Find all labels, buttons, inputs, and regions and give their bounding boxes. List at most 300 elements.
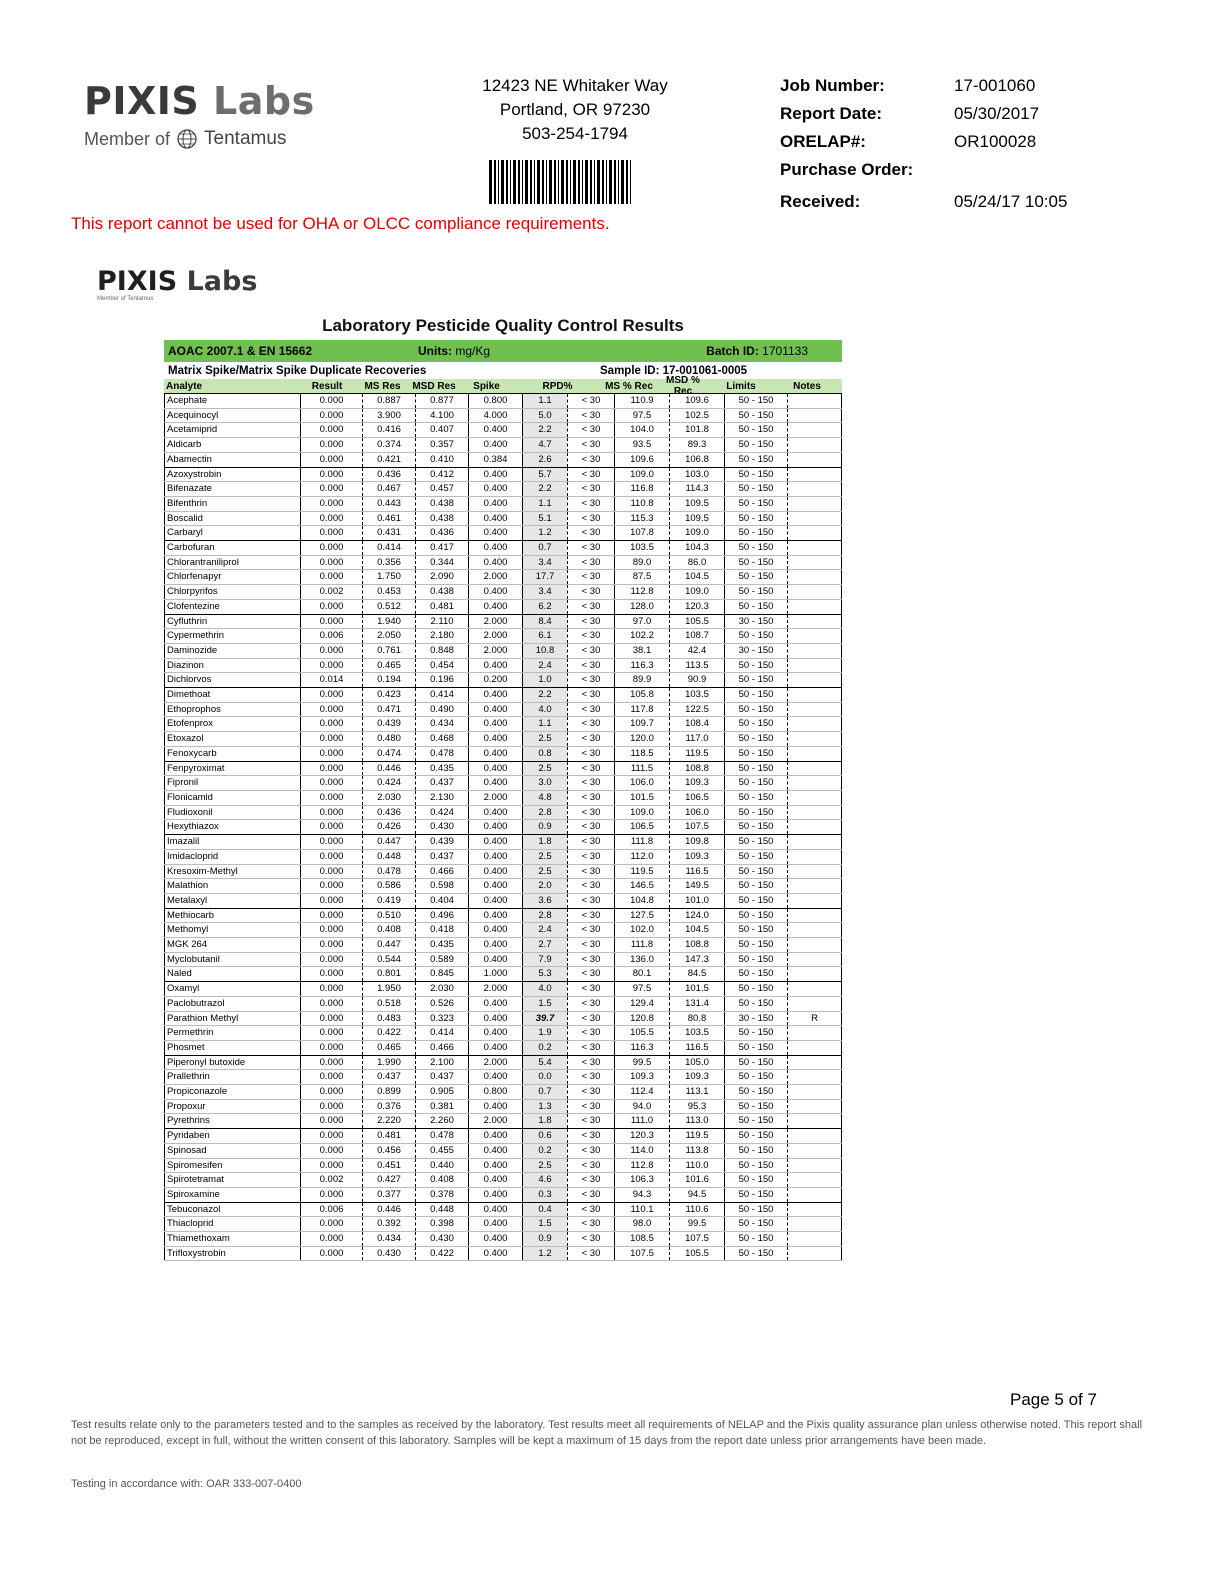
- cell-ms-rec: 110.1: [615, 1202, 670, 1217]
- report-date-label: Report Date:: [780, 104, 883, 123]
- cell-msd-rec: 104.5: [670, 570, 725, 585]
- logo-labs-text: Labs: [213, 79, 315, 123]
- cell-notes: [788, 776, 842, 791]
- cell-msd-rec: 124.0: [670, 908, 725, 923]
- logo2-pixis-text: PIXIS: [97, 266, 178, 297]
- cell-spike: 0.400: [469, 1202, 523, 1217]
- cell-msd-res: 0.414: [416, 688, 469, 703]
- table-row: [165, 1099, 842, 1114]
- qc-title: Laboratory Pesticide Quality Control Results: [322, 316, 684, 335]
- cell-analyte: Ethoprophos: [165, 702, 301, 717]
- table-row: [165, 408, 842, 423]
- table-row: [165, 1011, 842, 1026]
- cell-limits: 50 - 150: [725, 541, 788, 556]
- cell-msd-res: 0.414: [416, 1026, 469, 1041]
- cell-msd-rec: 110.6: [670, 1202, 725, 1217]
- cell-ms-res: 0.518: [363, 996, 416, 1011]
- cell-limits: 50 - 150: [725, 1232, 788, 1247]
- table-row: [165, 952, 842, 967]
- table-row: [165, 982, 842, 997]
- cell-limits: 50 - 150: [725, 585, 788, 600]
- cell-ms-res: 0.586: [363, 879, 416, 894]
- cell-limits: 50 - 150: [725, 864, 788, 879]
- cell-rpd: 1.1: [523, 717, 568, 732]
- table-row: [165, 1158, 842, 1173]
- cell-msd-res: 0.434: [416, 717, 469, 732]
- cell-spike: 0.800: [469, 394, 523, 409]
- cell-spike: 0.400: [469, 879, 523, 894]
- cell-msd-rec: 80.8: [670, 1011, 725, 1026]
- cell-rpd-limit: < 30: [568, 1246, 615, 1261]
- cell-limits: 50 - 150: [725, 849, 788, 864]
- cell-rpd: 2.7: [523, 938, 568, 953]
- cell-ms-rec: 120.3: [615, 1129, 670, 1144]
- cell-rpd-limit: < 30: [568, 629, 615, 644]
- table-row: [165, 1114, 842, 1129]
- lab-phone: 503-254-1794: [522, 124, 628, 143]
- cell-analyte: Thiamethoxam: [165, 1232, 301, 1247]
- cell-limits: 50 - 150: [725, 1129, 788, 1144]
- cell-spike: 0.384: [469, 452, 523, 467]
- cell-notes: [788, 1187, 842, 1202]
- cell-rpd-limit: < 30: [568, 1158, 615, 1173]
- table-row: [165, 599, 842, 614]
- cell-result: 0.000: [301, 1187, 363, 1202]
- cell-rpd-limit: < 30: [568, 879, 615, 894]
- cell-msd-res: 2.260: [416, 1114, 469, 1129]
- cell-ms-rec: 105.8: [615, 688, 670, 703]
- job-info-row: [780, 158, 1110, 186]
- cell-notes: [788, 1055, 842, 1070]
- cell-rpd-limit: < 30: [568, 482, 615, 497]
- cell-msd-res: 0.468: [416, 732, 469, 747]
- cell-ms-res: 0.439: [363, 717, 416, 732]
- table-row: [165, 923, 842, 938]
- cell-ms-res: 0.434: [363, 1232, 416, 1247]
- cell-rpd: 4.0: [523, 982, 568, 997]
- cell-msd-res: 0.455: [416, 1143, 469, 1158]
- cell-ms-res: 0.481: [363, 1129, 416, 1144]
- cell-limits: 50 - 150: [725, 1246, 788, 1261]
- cell-notes: [788, 1129, 842, 1144]
- table-row: [165, 1085, 842, 1100]
- cell-limits: 50 - 150: [725, 555, 788, 570]
- cell-msd-rec: 105.5: [670, 1246, 725, 1261]
- cell-ms-rec: 120.8: [615, 1011, 670, 1026]
- cell-msd-res: 0.430: [416, 820, 469, 835]
- table-row: [165, 805, 842, 820]
- cell-notes: [788, 585, 842, 600]
- job-info-row: [780, 102, 1110, 130]
- cell-ms-res: 0.194: [363, 673, 416, 688]
- cell-analyte: Metalaxyl: [165, 893, 301, 908]
- cell-ms-rec: 97.0: [615, 614, 670, 629]
- cell-notes: [788, 849, 842, 864]
- cell-rpd: 1.0: [523, 673, 568, 688]
- cell-msd-res: 0.344: [416, 555, 469, 570]
- cell-limits: 30 - 150: [725, 614, 788, 629]
- cell-ms-rec: 80.1: [615, 967, 670, 982]
- orelap-label: ORELAP#:: [780, 132, 866, 151]
- cell-ms-rec: 101.5: [615, 790, 670, 805]
- cell-ms-rec: 116.3: [615, 658, 670, 673]
- cell-ms-res: 0.801: [363, 967, 416, 982]
- cell-ms-res: 0.414: [363, 541, 416, 556]
- table-row: [165, 1246, 842, 1261]
- cell-ms-res: 0.451: [363, 1158, 416, 1173]
- cell-msd-rec: 106.5: [670, 790, 725, 805]
- cell-rpd: 1.2: [523, 1246, 568, 1261]
- cell-limits: 50 - 150: [725, 438, 788, 453]
- table-row: [165, 790, 842, 805]
- cell-msd-rec: 103.0: [670, 467, 725, 482]
- table-row: [165, 849, 842, 864]
- qc-table-body: [165, 394, 842, 1261]
- lab-address: [450, 74, 700, 146]
- cell-limits: 50 - 150: [725, 952, 788, 967]
- cell-msd-res: 0.466: [416, 1040, 469, 1055]
- cell-analyte: Chlorantraniliprol: [165, 555, 301, 570]
- cell-result: 0.002: [301, 1173, 363, 1188]
- cell-result: 0.000: [301, 790, 363, 805]
- cell-msd-rec: 114.3: [670, 482, 725, 497]
- cell-msd-res: 0.454: [416, 658, 469, 673]
- cell-notes: [788, 408, 842, 423]
- cell-rpd: 1.9: [523, 1026, 568, 1041]
- cell-ms-rec: 109.6: [615, 452, 670, 467]
- cell-limits: 50 - 150: [725, 423, 788, 438]
- cell-result: 0.000: [301, 879, 363, 894]
- sample-info: [600, 365, 838, 377]
- cell-rpd-limit: < 30: [568, 982, 615, 997]
- cell-ms-res: 0.446: [363, 1202, 416, 1217]
- cell-analyte: Pyrethrins: [165, 1114, 301, 1129]
- table-row: [165, 438, 842, 453]
- cell-ms-rec: 105.5: [615, 1026, 670, 1041]
- cell-ms-rec: 110.8: [615, 496, 670, 511]
- cell-msd-rec: 86.0: [670, 555, 725, 570]
- cell-rpd: 1.5: [523, 1217, 568, 1232]
- cell-result: 0.000: [301, 1070, 363, 1085]
- table-row: [165, 614, 842, 629]
- cell-rpd: 1.3: [523, 1099, 568, 1114]
- cell-rpd: 2.4: [523, 923, 568, 938]
- cell-analyte: Diazinon: [165, 658, 301, 673]
- cell-ms-rec: 107.5: [615, 1246, 670, 1261]
- cell-rpd-limit: < 30: [568, 570, 615, 585]
- cell-msd-rec: 119.5: [670, 746, 725, 761]
- cell-ms-res: 0.416: [363, 423, 416, 438]
- batch-value: 1701133: [762, 344, 808, 358]
- table-row: [165, 482, 842, 497]
- cell-result: 0.000: [301, 820, 363, 835]
- cell-rpd: 3.4: [523, 555, 568, 570]
- cell-notes: [788, 967, 842, 982]
- cell-rpd-limit: < 30: [568, 1232, 615, 1247]
- job-number-label: Job Number:: [780, 76, 885, 95]
- sample-label: Sample ID:: [600, 364, 660, 377]
- logo-member-line: [84, 128, 324, 150]
- cell-spike: 0.800: [469, 1085, 523, 1100]
- cell-ms-rec: 136.0: [615, 952, 670, 967]
- cell-rpd-limit: < 30: [568, 688, 615, 703]
- cell-notes: [788, 923, 842, 938]
- cell-notes: [788, 394, 842, 409]
- table-row: [165, 717, 842, 732]
- cell-analyte: Propoxur: [165, 1099, 301, 1114]
- cell-rpd: 6.1: [523, 629, 568, 644]
- cell-rpd: 0.6: [523, 1129, 568, 1144]
- cell-rpd: 2.4: [523, 658, 568, 673]
- table-row: [165, 1173, 842, 1188]
- cell-ms-res: 0.374: [363, 438, 416, 453]
- cell-ms-res: 2.030: [363, 790, 416, 805]
- cell-result: 0.000: [301, 482, 363, 497]
- cell-result: 0.014: [301, 673, 363, 688]
- table-row: [165, 864, 842, 879]
- cell-ms-res: 2.050: [363, 629, 416, 644]
- cell-msd-rec: 107.5: [670, 820, 725, 835]
- cell-analyte: Aldicarb: [165, 438, 301, 453]
- job-info-block: [780, 74, 1110, 218]
- cell-msd-rec: 104.5: [670, 923, 725, 938]
- cell-analyte: Methomyl: [165, 923, 301, 938]
- cell-result: 0.000: [301, 394, 363, 409]
- cell-ms-res: 0.465: [363, 658, 416, 673]
- cell-ms-rec: 102.2: [615, 629, 670, 644]
- page-number: Page 5 of 7: [1010, 1390, 1097, 1409]
- cell-analyte: Carbofuran: [165, 541, 301, 556]
- col-msd-res: MSD Res: [412, 380, 456, 392]
- cell-result: 0.000: [301, 1158, 363, 1173]
- cell-msd-rec: 99.5: [670, 1217, 725, 1232]
- cell-ms-res: 0.478: [363, 864, 416, 879]
- cell-analyte: Malathion: [165, 879, 301, 894]
- cell-ms-res: 2.220: [363, 1114, 416, 1129]
- cell-notes: [788, 938, 842, 953]
- table-row: [165, 658, 842, 673]
- cell-rpd: 0.9: [523, 820, 568, 835]
- cell-ms-res: 0.377: [363, 1187, 416, 1202]
- cell-analyte: Spirotetramat: [165, 1173, 301, 1188]
- cell-ms-rec: 38.1: [615, 643, 670, 658]
- cell-analyte: Spiroxamine: [165, 1187, 301, 1202]
- received-label: Received:: [780, 192, 861, 211]
- cell-result: 0.000: [301, 952, 363, 967]
- table-row: [165, 643, 842, 658]
- cell-msd-res: 2.130: [416, 790, 469, 805]
- cell-ms-rec: 129.4: [615, 996, 670, 1011]
- cell-rpd-limit: < 30: [568, 849, 615, 864]
- cell-msd-rec: 113.8: [670, 1143, 725, 1158]
- cell-analyte: Flonicamid: [165, 790, 301, 805]
- cell-rpd-limit: < 30: [568, 394, 615, 409]
- cell-result: 0.000: [301, 555, 363, 570]
- cell-rpd-limit: < 30: [568, 996, 615, 1011]
- cell-msd-rec: 105.5: [670, 614, 725, 629]
- cell-ms-res: 0.423: [363, 688, 416, 703]
- job-number-value: 17-001060: [954, 76, 1036, 95]
- table-row: [165, 496, 842, 511]
- table-row: [165, 585, 842, 600]
- cell-msd-rec: 103.5: [670, 688, 725, 703]
- cell-rpd-limit: < 30: [568, 1129, 615, 1144]
- cell-result: 0.000: [301, 746, 363, 761]
- cell-limits: 50 - 150: [725, 1187, 788, 1202]
- cell-ms-res: 0.474: [363, 746, 416, 761]
- cell-msd-rec: 117.0: [670, 732, 725, 747]
- table-row: [165, 1143, 842, 1158]
- cell-notes: [788, 820, 842, 835]
- cell-ms-res: 1.950: [363, 982, 416, 997]
- cell-rpd: 2.5: [523, 761, 568, 776]
- cell-analyte: Dichlorvos: [165, 673, 301, 688]
- cell-result: 0.000: [301, 1114, 363, 1129]
- cell-rpd-limit: < 30: [568, 1173, 615, 1188]
- cell-rpd-limit: < 30: [568, 1070, 615, 1085]
- purchase-order-value: [980, 158, 1110, 186]
- cell-spike: 2.000: [469, 614, 523, 629]
- cell-notes: [788, 982, 842, 997]
- cell-ms-rec: 87.5: [615, 570, 670, 585]
- cell-analyte: Daminozide: [165, 643, 301, 658]
- cell-ms-rec: 114.0: [615, 1143, 670, 1158]
- cell-rpd-limit: < 30: [568, 467, 615, 482]
- cell-analyte: Chlorfenapyr: [165, 570, 301, 585]
- cell-limits: 50 - 150: [725, 820, 788, 835]
- table-row: [165, 996, 842, 1011]
- cell-msd-res: 0.490: [416, 702, 469, 717]
- cell-spike: 0.400: [469, 688, 523, 703]
- cell-msd-rec: 101.0: [670, 893, 725, 908]
- cell-ms-rec: 94.0: [615, 1099, 670, 1114]
- cell-msd-res: 0.848: [416, 643, 469, 658]
- pixis-labs-logo: [84, 80, 324, 150]
- cell-ms-res: 0.761: [363, 643, 416, 658]
- cell-limits: 50 - 150: [725, 467, 788, 482]
- cell-msd-res: 2.180: [416, 629, 469, 644]
- cell-rpd: 5.3: [523, 967, 568, 982]
- cell-ms-rec: 127.5: [615, 908, 670, 923]
- table-row: [165, 702, 842, 717]
- cell-rpd: 2.2: [523, 482, 568, 497]
- cell-rpd: 0.3: [523, 1187, 568, 1202]
- cell-msd-rec: 101.5: [670, 982, 725, 997]
- cell-rpd-limit: < 30: [568, 438, 615, 453]
- address-line-1: 12423 NE Whitaker Way: [482, 76, 668, 95]
- cell-msd-rec: 109.0: [670, 526, 725, 541]
- cell-limits: 50 - 150: [725, 526, 788, 541]
- cell-analyte: Azoxystrobin: [165, 467, 301, 482]
- cell-ms-rec: 106.0: [615, 776, 670, 791]
- cell-ms-rec: 106.5: [615, 820, 670, 835]
- cell-result: 0.000: [301, 938, 363, 953]
- cell-notes: [788, 555, 842, 570]
- cell-ms-res: 0.465: [363, 1040, 416, 1055]
- cell-rpd: 3.4: [523, 585, 568, 600]
- cell-notes: [788, 482, 842, 497]
- cell-msd-res: 0.435: [416, 761, 469, 776]
- cell-msd-res: 0.845: [416, 967, 469, 982]
- cell-notes: [788, 1217, 842, 1232]
- cell-analyte: Oxamyl: [165, 982, 301, 997]
- cell-rpd: 17.7: [523, 570, 568, 585]
- cell-ms-rec: 112.8: [615, 1158, 670, 1173]
- cell-spike: 0.400: [469, 1011, 523, 1026]
- cell-notes: [788, 702, 842, 717]
- cell-limits: 50 - 150: [725, 790, 788, 805]
- cell-msd-res: 0.438: [416, 511, 469, 526]
- cell-spike: 0.400: [469, 1070, 523, 1085]
- table-row: [165, 423, 842, 438]
- cell-ms-rec: 112.4: [615, 1085, 670, 1100]
- cell-ms-res: 0.544: [363, 952, 416, 967]
- cell-msd-rec: 110.0: [670, 1158, 725, 1173]
- cell-limits: 50 - 150: [725, 805, 788, 820]
- cell-ms-rec: 117.8: [615, 702, 670, 717]
- cell-notes: [788, 526, 842, 541]
- cell-notes: [788, 673, 842, 688]
- cell-rpd-limit: < 30: [568, 1114, 615, 1129]
- cell-ms-res: 0.356: [363, 555, 416, 570]
- cell-spike: 0.400: [469, 776, 523, 791]
- received-value: 05/24/17 10:05: [954, 192, 1068, 211]
- cell-analyte: Methiocarb: [165, 908, 301, 923]
- cell-rpd: 0.9: [523, 1232, 568, 1247]
- table-row: [165, 526, 842, 541]
- cell-ms-res: 0.408: [363, 923, 416, 938]
- cell-limits: 50 - 150: [725, 761, 788, 776]
- cell-msd-res: 0.435: [416, 938, 469, 953]
- table-row: [165, 761, 842, 776]
- cell-result: 0.000: [301, 1055, 363, 1070]
- cell-msd-rec: 109.8: [670, 835, 725, 850]
- cell-rpd: 0.4: [523, 1202, 568, 1217]
- cell-analyte: Myclobutanil: [165, 952, 301, 967]
- cell-result: 0.000: [301, 526, 363, 541]
- cell-limits: 50 - 150: [725, 496, 788, 511]
- cell-analyte: Bifenazate: [165, 482, 301, 497]
- logo2-labs-text: Labs: [186, 266, 258, 297]
- cell-spike: 0.400: [469, 526, 523, 541]
- cell-rpd-limit: < 30: [568, 938, 615, 953]
- cell-spike: 2.000: [469, 1055, 523, 1070]
- cell-notes: [788, 629, 842, 644]
- cell-limits: 50 - 150: [725, 408, 788, 423]
- cell-ms-rec: 107.8: [615, 526, 670, 541]
- cell-limits: 50 - 150: [725, 1085, 788, 1100]
- cell-analyte: Parathion Methyl: [165, 1011, 301, 1026]
- sample-value: 17-001061-0005: [662, 364, 748, 377]
- cell-result: 0.000: [301, 614, 363, 629]
- cell-notes: [788, 1158, 842, 1173]
- cell-spike: 0.400: [469, 1143, 523, 1158]
- cell-analyte: Hexythiazox: [165, 820, 301, 835]
- cell-analyte: Imidacloprid: [165, 849, 301, 864]
- cell-spike: 2.000: [469, 1114, 523, 1129]
- cell-result: 0.006: [301, 629, 363, 644]
- cell-rpd-limit: < 30: [568, 1011, 615, 1026]
- cell-ms-res: 0.426: [363, 820, 416, 835]
- cell-rpd-limit: < 30: [568, 1085, 615, 1100]
- cell-rpd-limit: < 30: [568, 496, 615, 511]
- cell-result: 0.000: [301, 467, 363, 482]
- cell-ms-res: 0.899: [363, 1085, 416, 1100]
- cell-limits: 50 - 150: [725, 835, 788, 850]
- qc-results-table: [164, 393, 842, 1261]
- cell-result: 0.006: [301, 1202, 363, 1217]
- cell-rpd-limit: < 30: [568, 893, 615, 908]
